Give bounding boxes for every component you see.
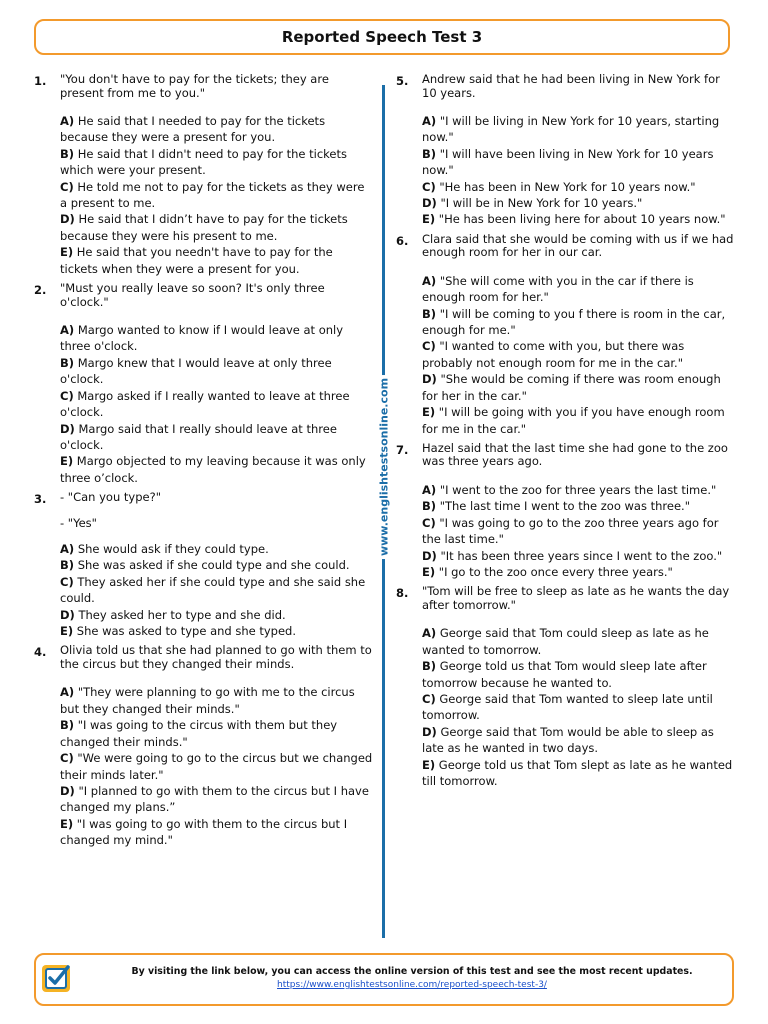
online-test-link[interactable]: https://www.englishtestsonline.com/reported-speech-test-3/ bbox=[277, 980, 547, 990]
answer-option bbox=[60, 388, 374, 421]
question-7 bbox=[396, 442, 736, 580]
answer-option bbox=[422, 306, 736, 339]
option-label: C) bbox=[422, 179, 436, 194]
option-text: "I was going to the circus with them but they changed their minds." bbox=[60, 718, 338, 749]
option-text: Margo asked if I really wanted to leave at three o'clock. bbox=[60, 388, 350, 420]
question-4 bbox=[34, 644, 374, 848]
answer-option bbox=[422, 498, 736, 514]
option-text: "I was going to go to the zoo three years ago for the last time." bbox=[422, 515, 719, 547]
answer-option bbox=[60, 607, 374, 623]
question-prompt: "You don't have to pay for the tickets; they are present from me to you." bbox=[60, 72, 329, 100]
option-label: A) bbox=[422, 482, 437, 497]
answer-option bbox=[60, 816, 374, 849]
question-body bbox=[60, 644, 374, 848]
option-text: She was asked to type and she typed. bbox=[76, 624, 297, 639]
answer-option bbox=[422, 371, 736, 404]
question-1 bbox=[34, 73, 374, 277]
question-body bbox=[60, 73, 374, 277]
question-body bbox=[60, 491, 374, 639]
question-body bbox=[422, 233, 736, 437]
question-prompt: Olivia told us that she had planned to go with them to the circus but they changed their minds. bbox=[60, 643, 372, 671]
option-label: C) bbox=[60, 179, 74, 194]
answer-option bbox=[60, 244, 374, 277]
option-text: George said that Tom wanted to sleep late until tomorrow. bbox=[422, 691, 713, 723]
option-text: "She would be coming if there was room enough for her in the car." bbox=[422, 372, 721, 403]
option-text: "I will be living in New York for 10 years, starting now." bbox=[422, 114, 720, 145]
footer-text: By visiting the link below, you can access the online version of this test and see the most recent updates. bbox=[131, 966, 693, 977]
answer-option bbox=[422, 179, 736, 195]
option-text: George said that Tom would be able to sleep as late as he wanted in two days. bbox=[422, 724, 714, 756]
option-text: "I was going to go with them to the circus but I changed my mind." bbox=[60, 816, 348, 848]
question-8 bbox=[396, 585, 736, 789]
answer-option bbox=[60, 322, 374, 355]
option-label: C) bbox=[422, 339, 436, 354]
question-6 bbox=[396, 233, 736, 437]
answer-option bbox=[60, 623, 374, 639]
page-title: Reported Speech Test 3 bbox=[281, 28, 483, 46]
option-label: E) bbox=[422, 405, 436, 420]
option-text: "I go to the zoo once every three years." bbox=[438, 564, 673, 579]
option-label: A) bbox=[60, 685, 75, 700]
option-label: D) bbox=[60, 212, 75, 227]
option-label: A) bbox=[422, 626, 437, 641]
answer-option bbox=[422, 273, 736, 306]
checkbox-icon bbox=[41, 962, 73, 994]
answer-option bbox=[60, 783, 374, 816]
option-label: A) bbox=[60, 114, 75, 128]
option-text: "We were going to go to the circus but we changed their minds later." bbox=[60, 751, 373, 782]
answer-option bbox=[422, 113, 736, 146]
question-prompt: "Tom will be free to sleep as late as he wants the day after tomorrow." bbox=[422, 584, 730, 612]
option-label: C) bbox=[422, 515, 436, 530]
option-text: "He has been in New York for 10 years now." bbox=[439, 179, 696, 194]
option-label: B) bbox=[422, 146, 437, 161]
answer-option bbox=[60, 574, 374, 607]
answer-option bbox=[422, 338, 736, 371]
option-label: B) bbox=[422, 499, 437, 514]
answer-option bbox=[422, 724, 736, 757]
option-label: A) bbox=[422, 273, 437, 288]
option-label: E) bbox=[60, 816, 74, 831]
question-3 bbox=[34, 491, 374, 639]
option-text: Margo objected to my leaving because it was only three o’clock. bbox=[60, 454, 366, 485]
option-text: George told us that Tom slept as late as he wanted till tomorrow. bbox=[422, 757, 733, 788]
answer-option bbox=[422, 146, 736, 179]
question-number: 3. bbox=[34, 492, 47, 507]
answer-option bbox=[60, 750, 374, 783]
answer-option bbox=[60, 113, 374, 146]
site-watermark: www.englishtestsonline.com bbox=[377, 375, 390, 559]
answer-option bbox=[422, 482, 736, 498]
question-number: 8. bbox=[396, 586, 409, 601]
option-label: E) bbox=[60, 454, 74, 469]
option-label: B) bbox=[60, 558, 75, 573]
question-number: 1. bbox=[34, 74, 47, 88]
option-text: George told us that Tom would sleep late after tomorrow because he wanted to. bbox=[422, 659, 707, 690]
option-label: D) bbox=[60, 421, 75, 436]
question-prompt: Clara said that she would be coming with us if we had enough room for her in our car. bbox=[422, 231, 734, 260]
answer-option bbox=[60, 211, 374, 244]
option-text: "He has been living here for about 10 years now." bbox=[438, 212, 726, 227]
option-text: George said that Tom could sleep as late as he wanted to tomorrow. bbox=[422, 626, 709, 657]
option-label: E) bbox=[422, 757, 436, 772]
option-label: C) bbox=[60, 388, 74, 403]
option-label: D) bbox=[422, 196, 437, 211]
option-text: "I will be in New York for 10 years." bbox=[440, 196, 643, 211]
option-label: A) bbox=[422, 114, 437, 128]
answer-option bbox=[422, 548, 736, 564]
option-text: "I will be going with you if you have enough room for me in the car." bbox=[422, 405, 725, 436]
answer-option bbox=[422, 625, 736, 658]
option-text: She was asked if she could type and she could. bbox=[77, 558, 350, 573]
question-number: 5. bbox=[396, 74, 409, 88]
option-label: D) bbox=[422, 372, 437, 387]
option-label: B) bbox=[60, 355, 75, 370]
left-column bbox=[34, 73, 374, 854]
option-label: B) bbox=[60, 146, 75, 161]
question-2 bbox=[34, 282, 374, 486]
question-5 bbox=[396, 73, 736, 228]
footer-box bbox=[34, 953, 734, 1006]
option-text: "I will have been living in New York for 10 years now." bbox=[422, 146, 714, 178]
question-prompt: "Must you really leave so soon? It's only three o'clock." bbox=[60, 281, 325, 309]
title-box bbox=[34, 19, 730, 55]
question-number: 4. bbox=[34, 645, 47, 660]
option-text: He told me not to pay for the tickets as they were a present to me. bbox=[60, 179, 365, 211]
question-body bbox=[422, 73, 736, 228]
option-text: Margo knew that I would leave at only three o'clock. bbox=[60, 355, 332, 387]
option-text: "It has been three years since I went to the zoo." bbox=[440, 548, 723, 563]
option-label: E) bbox=[60, 624, 74, 639]
option-label: E) bbox=[422, 564, 436, 579]
option-text: "I will be coming to you f there is room in the car, enough for me." bbox=[422, 306, 726, 338]
right-column bbox=[396, 73, 736, 794]
option-label: D) bbox=[60, 607, 75, 622]
answer-option bbox=[60, 355, 374, 388]
answer-option bbox=[422, 757, 736, 790]
question-number: 2. bbox=[34, 283, 47, 298]
answer-option bbox=[422, 658, 736, 691]
option-label: B) bbox=[422, 659, 437, 674]
option-label: A) bbox=[60, 323, 75, 338]
option-text: "The last time I went to the zoo was three." bbox=[439, 499, 690, 514]
question-body bbox=[422, 442, 736, 580]
option-text: Margo wanted to know if I would leave at only three o'clock. bbox=[60, 323, 344, 354]
option-text: They asked her to type and she did. bbox=[78, 607, 286, 622]
option-label: C) bbox=[60, 751, 74, 766]
option-text: Margo said that I really should leave at three o'clock. bbox=[60, 421, 337, 452]
question-prompt: Andrew said that he had been living in New York for 10 years. bbox=[422, 72, 720, 100]
question-number: 6. bbox=[396, 233, 409, 248]
option-text: He said that I didn't need to pay for the tickets which were your present. bbox=[60, 146, 347, 178]
question-body bbox=[422, 585, 736, 789]
answer-option bbox=[422, 515, 736, 548]
option-label: C) bbox=[60, 574, 74, 589]
option-text: "They were planning to go with me to the circus but they changed their minds." bbox=[60, 685, 355, 716]
option-text: "She will come with you in the car if there is enough room for her." bbox=[422, 273, 694, 305]
option-text: He said that you needn't have to pay for the tickets when they were a present for you. bbox=[60, 245, 333, 276]
option-label: E) bbox=[422, 212, 436, 227]
answer-option bbox=[60, 717, 374, 750]
option-label: E) bbox=[60, 245, 74, 260]
answer-option bbox=[60, 684, 374, 717]
option-label: D) bbox=[60, 783, 75, 798]
option-label: A) bbox=[60, 542, 75, 557]
option-text: She would ask if they could type. bbox=[77, 542, 269, 557]
answer-option bbox=[60, 146, 374, 179]
answer-option bbox=[60, 541, 374, 557]
question-prompt: - "Can you type?" bbox=[60, 490, 161, 505]
question-body bbox=[60, 282, 374, 486]
answer-option bbox=[60, 421, 374, 454]
answer-option bbox=[60, 453, 374, 486]
option-text: He said that I didn’t have to pay for the tickets because they were his present to me. bbox=[60, 212, 348, 243]
option-text: "I planned to go with them to the circus but I have changed my plans.” bbox=[60, 783, 369, 815]
option-label: B) bbox=[422, 306, 437, 321]
option-text: They asked her if she could type and she said she could. bbox=[60, 574, 366, 606]
question-prompt: Hazel said that the last time she had gone to the zoo was three years ago. bbox=[422, 440, 728, 469]
option-label: C) bbox=[422, 691, 436, 706]
option-label: D) bbox=[422, 724, 437, 739]
answer-option bbox=[60, 557, 374, 573]
option-label: D) bbox=[422, 548, 437, 563]
question-number: 7. bbox=[396, 442, 409, 457]
answer-option bbox=[60, 179, 374, 212]
question-reply: - "Yes" bbox=[60, 515, 97, 530]
option-label: B) bbox=[60, 718, 75, 733]
answer-option bbox=[422, 404, 736, 437]
answer-option bbox=[422, 691, 736, 724]
option-text: "I went to the zoo for three years the last time." bbox=[439, 482, 717, 497]
answer-option bbox=[422, 564, 736, 580]
answer-option bbox=[422, 211, 736, 227]
answer-option bbox=[422, 195, 736, 211]
option-text: He said that I needed to pay for the tickets because they were a present for you. bbox=[60, 114, 326, 145]
option-text: "I wanted to come with you, but there was probably not enough room for me in the car." bbox=[422, 339, 685, 370]
